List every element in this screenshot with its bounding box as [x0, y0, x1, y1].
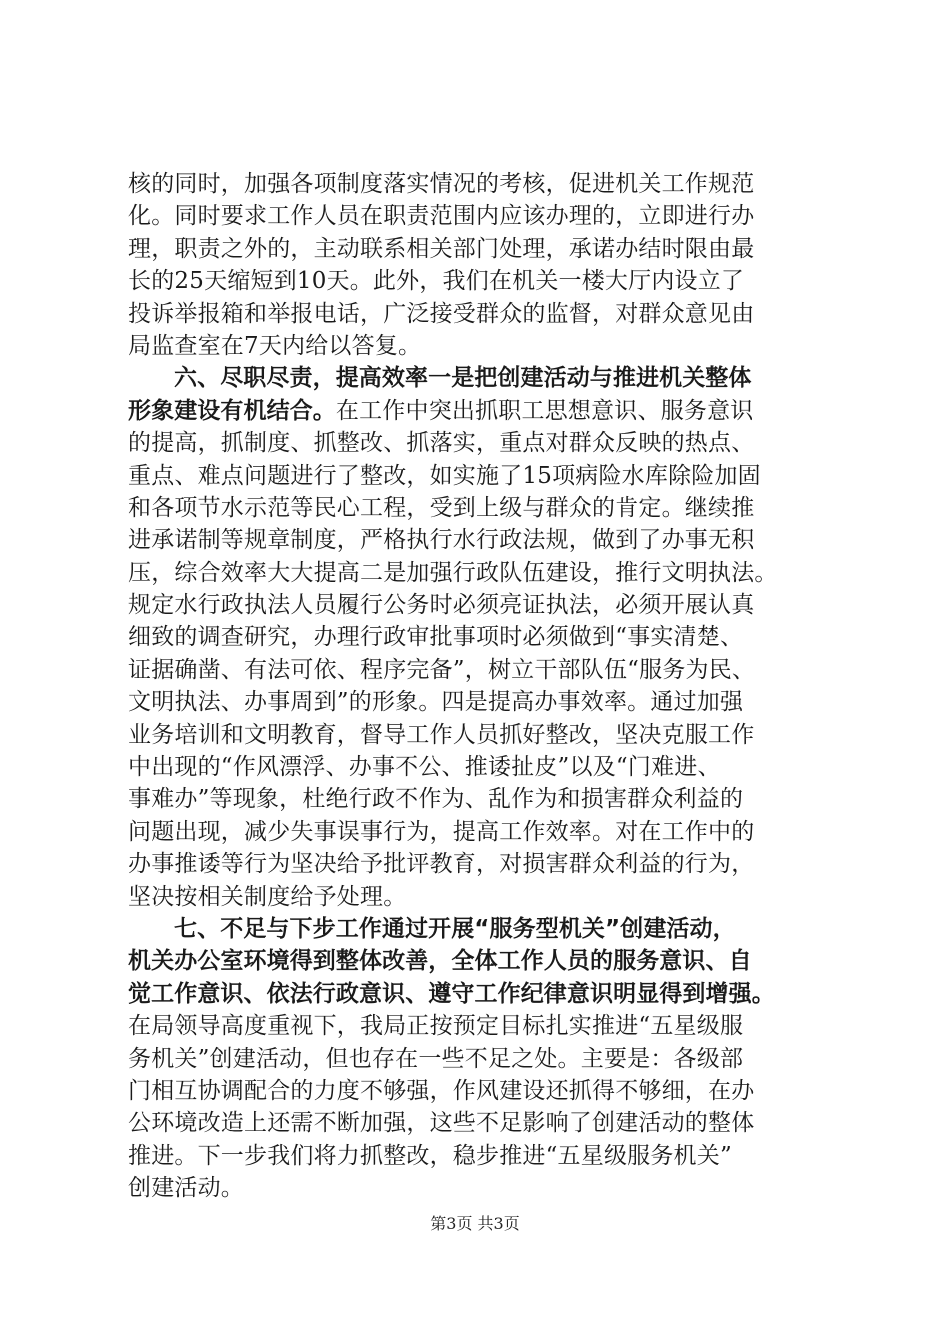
- body-line: 进承诺制等规章制度，严格执行水行政法规，做到了办事无积: [128, 527, 755, 554]
- body-line: 规定水行政执法人员履行公务时必须亮证执法，必须开展认真: [128, 592, 755, 619]
- body-line: 重点、难点问题进行了整改，如实施了15项病险水库除险加固: [128, 462, 761, 489]
- body-line: 压，综合效率大大提高二是加强行政队伍建设，推行文明执法。: [128, 559, 778, 586]
- body-line: 证据确凿、有法可依、程序完备”，树立干部队伍“服务为民、: [128, 656, 756, 683]
- body-line: 局监查室在7天内给以答复。: [128, 332, 422, 359]
- body-line: 坚决按相关制度给予处理。: [128, 883, 407, 910]
- body-line: 文明执法、办事周到”的形象。四是提高办事效率。通过加强: [128, 689, 744, 716]
- body-line: 在局领导高度重视下，我局正按预定目标扎实推进“五星级服: [128, 1013, 744, 1040]
- body-line: 推进。下一步我们将力抓整改，稳步推进“五星级服务机关”: [128, 1142, 732, 1169]
- page-footer: [0, 1214, 950, 1234]
- body-line: 细致的调查研究，办理行政审批事项时必须做到“事实清楚、: [128, 624, 744, 651]
- body-line: 务机关”创建活动，但也存在一些不足之处。主要是：各级部: [128, 1045, 744, 1072]
- body-line: 长的25天缩短到10天。此外，我们在机关一楼大厅内设立了: [128, 268, 745, 295]
- body-line: 业务培训和文明教育，督导工作人员抓好整改，坚决克服工作: [128, 721, 755, 748]
- body-line: 创建活动。: [128, 1175, 244, 1202]
- body-line: 化。同时要求工作人员在职责范围内应该办理的，立即进行办: [128, 203, 755, 230]
- section-7-heading: 七、不足与下步工作通过开展“服务型机关”创建活动，: [174, 915, 736, 942]
- body-line: 问题出现，减少失事误事行为，提高工作效率。对在工作中的: [128, 818, 755, 845]
- body-line: 和各项节水示范等民心工程，受到上级与群众的肯定。继续推: [128, 494, 755, 521]
- section-6-heading-continuation: [128, 395, 840, 427]
- body-line: 事难办”等现象，杜绝行政不作为、乱作为和损害群众利益的: [128, 786, 744, 813]
- body-line: 办事推诿等行为坚决给予批评教育，对损害群众利益的行为，: [128, 851, 755, 878]
- body-line: 核的同时，加强各项制度落实情况的考核，促进机关工作规范: [128, 171, 755, 197]
- section-6-heading: 六、尽职尽责，提高效率一是把创建活动与推进机关整体: [174, 365, 752, 392]
- page-number: 第3页 共3页: [430, 1214, 520, 1233]
- body-line: 中出现的“作风漂浮、办事不公、推诿扯皮”以及“门难进、: [128, 754, 721, 781]
- body-line: 公环境改造上还需不断加强，这些不足影响了创建活动的整体: [128, 1110, 755, 1137]
- section-7-heading-continuation: 机关办公室环境得到整体改善，全体工作人员的服务意识、自: [128, 948, 752, 975]
- body-line: 投诉举报箱和举报电话，广泛接受群众的监督，对群众意见由: [128, 300, 755, 327]
- section-6-heading-bold: 形象建设有机结合。: [128, 397, 336, 424]
- document-body: [128, 168, 840, 1205]
- section-6-heading-rest: 在工作中突出抓职工思想意识、服务意识: [335, 397, 754, 424]
- body-line: 门相互协调配合的力度不够强，作风建设还抓得不够细，在办: [128, 1077, 755, 1104]
- section-7-heading-continuation: 觉工作意识、依法行政意识、遵守工作纪律意识明显得到增强。: [128, 980, 775, 1007]
- body-line: 理，职责之外的，主动联系相关部门处理，承诺办结时限由最: [128, 235, 755, 262]
- body-line: 的提高，抓制度、抓整改、抓落实，重点对群众反映的热点、: [128, 430, 755, 457]
